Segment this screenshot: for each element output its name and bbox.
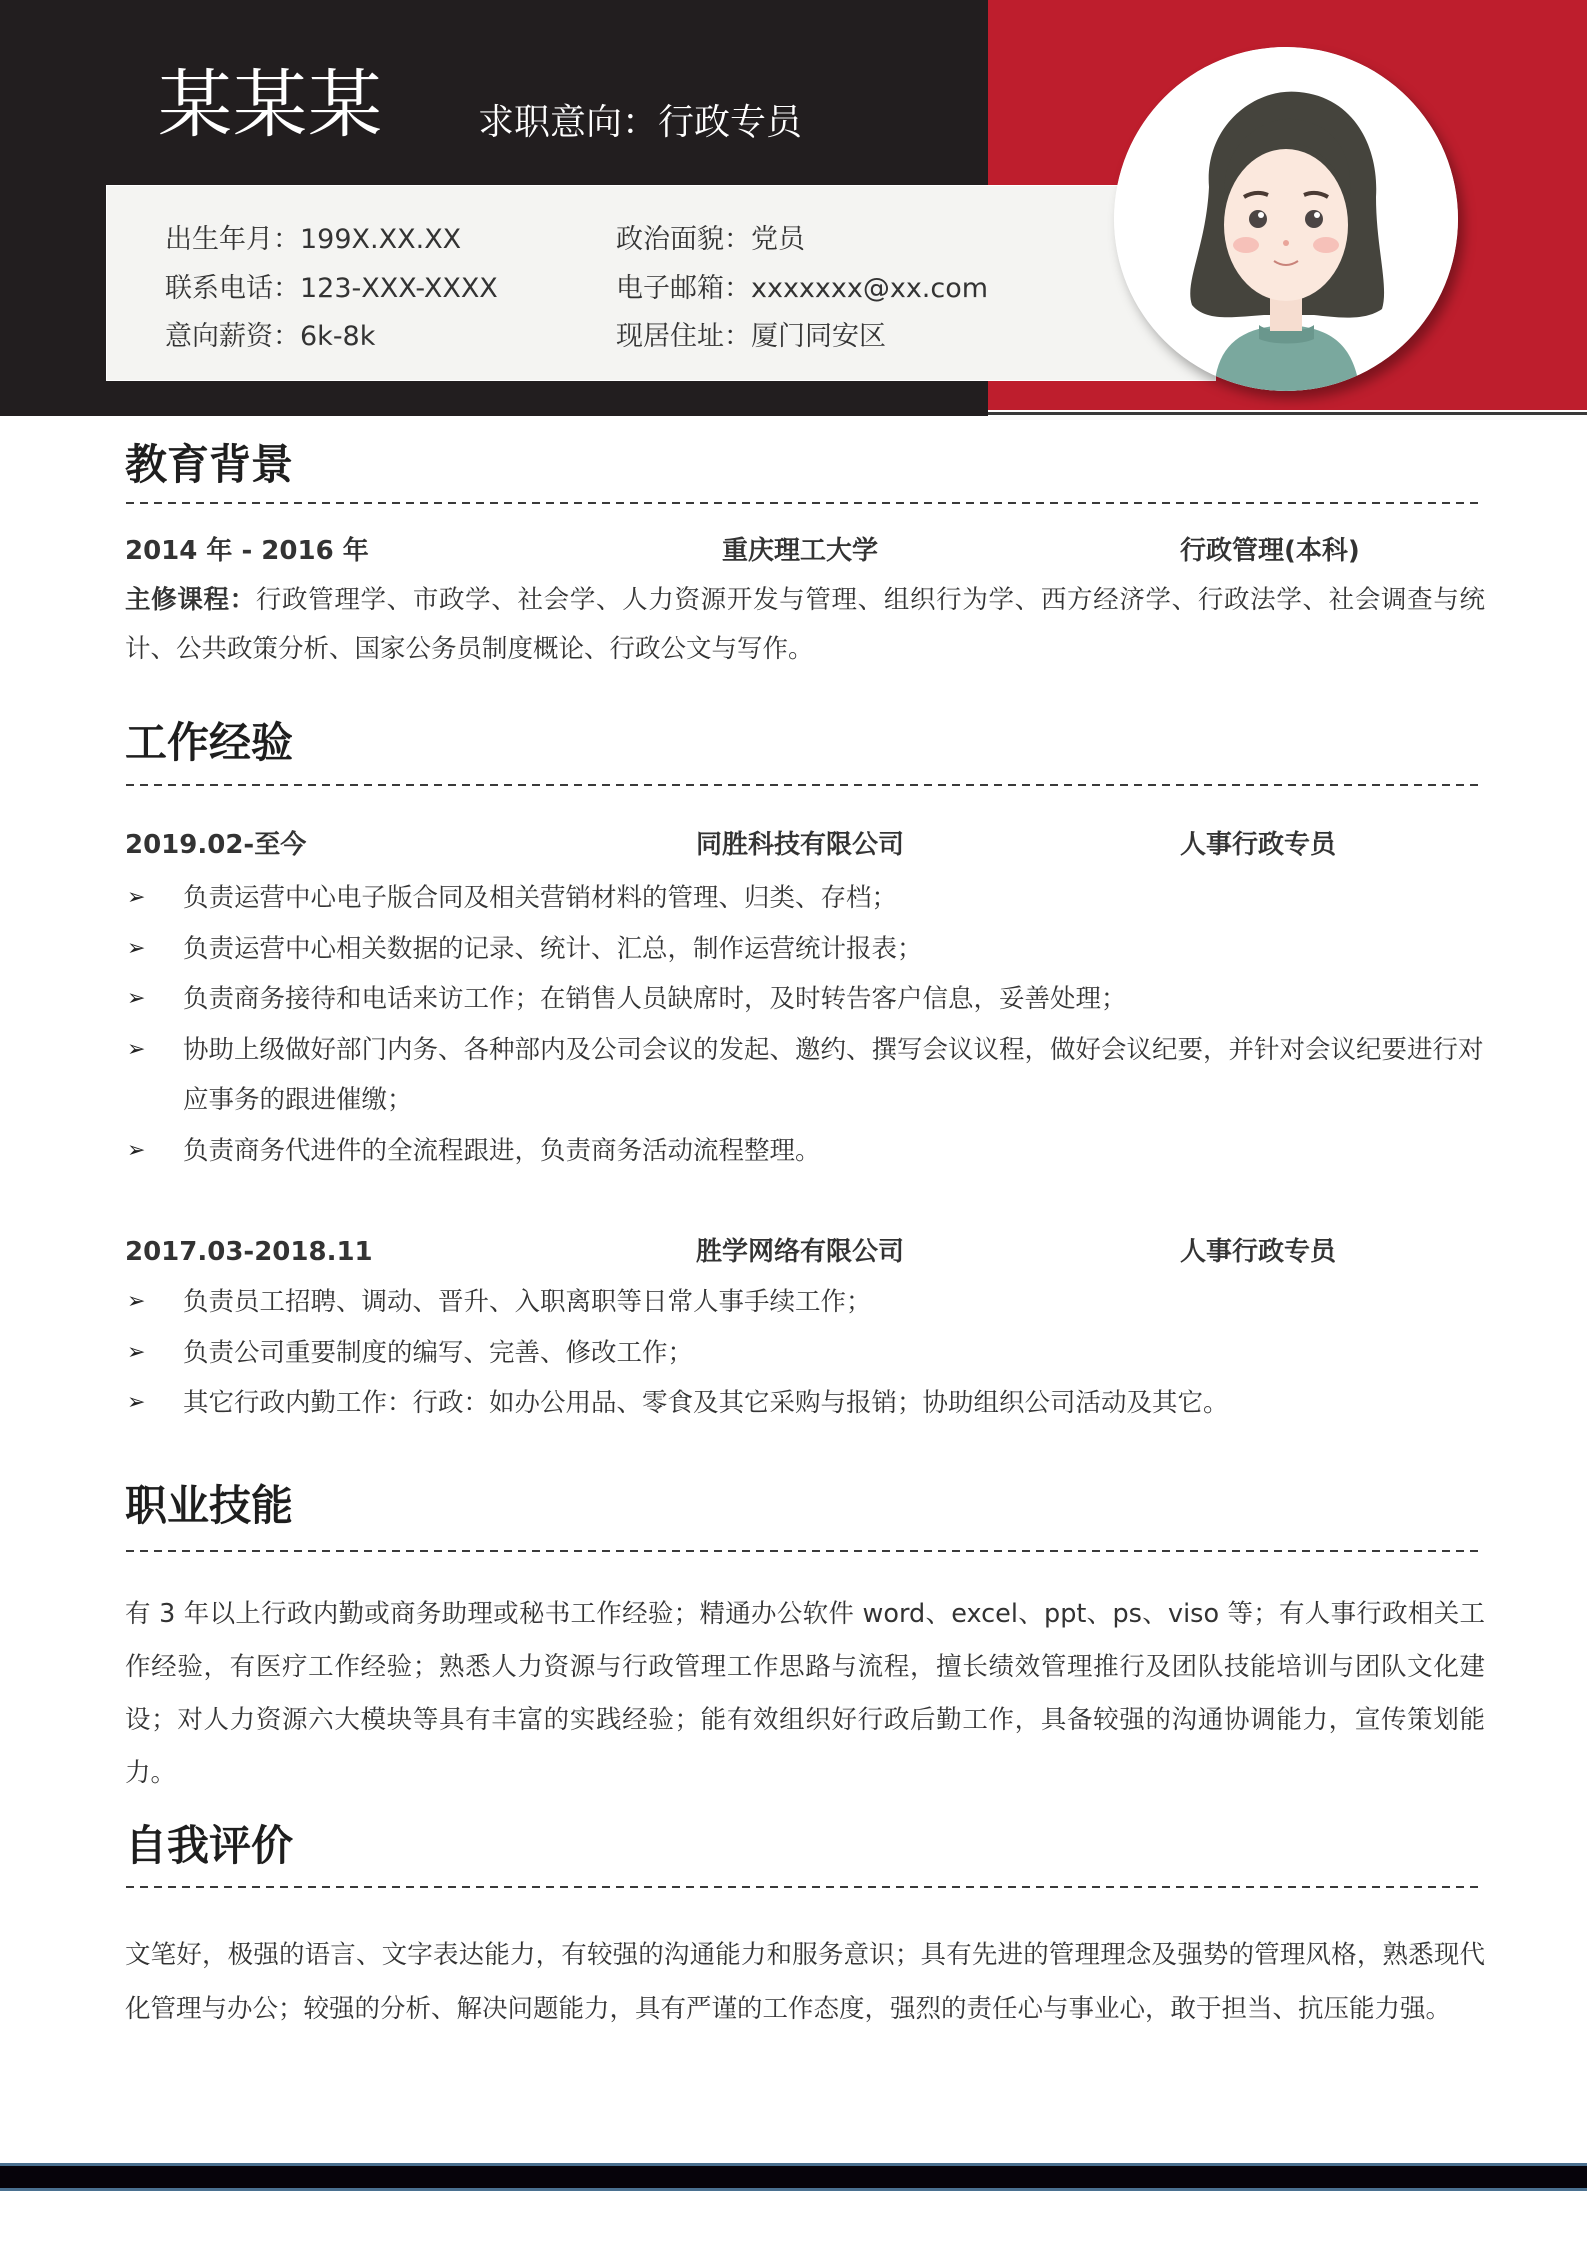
job-duties-list — [125, 873, 1485, 1176]
education-row — [125, 531, 1485, 571]
duty-text: 负责运营中心相关数据的记录、统计、汇总，制作运营统计报表； — [183, 933, 923, 964]
duty-text: 其它行政内勤工作：行政：如办公用品、零食及其它采购与报销；协助组织公司活动及其它。 — [183, 1388, 1229, 1418]
arrow-bullet-icon: ➢ — [127, 1390, 146, 1415]
courses-label: 主修课程： — [125, 585, 256, 615]
arrow-bullet-icon: ➢ — [127, 1137, 146, 1163]
education-major: 行政管理(本科) — [1180, 536, 1360, 566]
address: 现居住址：厦门同安区 — [616, 321, 886, 352]
duty-text: 负责员工招聘、调动、晋升、入职离职等日常人事手续工作； — [183, 1287, 872, 1317]
arrow-bullet-icon: ➢ — [127, 885, 146, 910]
avatar-illustration-icon — [1114, 47, 1458, 391]
job-company: 同胜科技有限公司 — [695, 830, 905, 860]
section-title-work: 工作经验 — [125, 718, 294, 767]
arrow-bullet-icon: ➢ — [127, 1036, 146, 1062]
section-divider — [126, 784, 1478, 786]
expected-salary: 意向薪资：6k-8k — [165, 321, 376, 352]
candidate-name: 某某某 — [158, 62, 383, 148]
arrow-bullet-icon: ➢ — [127, 1339, 146, 1365]
section-title-education: 教育背景 — [125, 440, 294, 489]
job-period: 2017.03-2018.11 — [125, 1237, 373, 1267]
arrow-bullet-icon: ➢ — [127, 935, 146, 961]
list-item — [125, 1025, 1485, 1126]
job-company: 胜学网络有限公司 — [695, 1237, 905, 1267]
section-divider — [126, 1550, 1478, 1552]
list-item — [125, 924, 1485, 975]
job-role: 人事行政专员 — [1180, 830, 1337, 860]
duty-text: 负责公司重要制度的编写、完善、修改工作； — [183, 1337, 694, 1368]
section-title-self-evaluation: 自我评价 — [125, 1821, 294, 1870]
political-status: 政治面貌：党员 — [616, 224, 805, 255]
education-school: 重庆理工大学 — [721, 536, 879, 566]
job-row — [125, 825, 1485, 865]
duty-text: 协助上级做好部门内务、各种部内及公司会议的发起、邀约、撰写会议议程，做好会议纪要，并针对会议纪要进行对应事务的跟进催缴； — [183, 1034, 1484, 1115]
arrow-bullet-icon: ➢ — [127, 986, 146, 1011]
section-title-skills: 职业技能 — [125, 1481, 294, 1530]
courses-text: 行政管理学、市政学、社会学、人力资源开发与管理、组织行为学、西方经济学、行政法学、社会调查与统计、公共政策分析、国家公务员制度概论、行政公文与写作。 — [125, 585, 1485, 664]
duty-text: 负责商务代进件的全流程跟进，负责商务活动流程整理。 — [183, 1135, 821, 1166]
birth-date: 出生年月：199X.XX.XX — [165, 224, 462, 255]
list-item — [125, 1378, 1485, 1429]
header-divider — [988, 412, 1587, 415]
self-evaluation-text: 文笔好，极强的语言、文字表达能力，有较强的沟通能力和服务意识；具有先进的管理理念及强势的管理风格，熟悉现代化管理与办公；较强的分析、解决问题能力，具有严谨的工作态度，强烈的责任心与事业心，敢于担当、抗压能力强。 — [125, 1940, 1485, 2024]
skills-text: 有 3 年以上行政内勤或商务助理或秘书工作经验；精通办公软件 word、excel、ppt、ps、viso 等；有人事行政相关工作经验，有医疗工作经验；熟悉人力资源与行政管理工作思路与流程，擅长绩效管理推行及团队技能培训与团队文化建设；对人力资源六大模块等具有丰富的实践经验；能有效组织好行政后勤工作，具备较强的沟通协调能力，宣传策划能力。 — [125, 1599, 1485, 1788]
avatar — [1114, 47, 1458, 391]
list-item — [125, 1126, 1485, 1177]
duty-text: 负责商务接待和电话来访工作；在销售人员缺席时，及时转告客户信息，妥善处理； — [183, 984, 1127, 1014]
personal-info-left — [165, 216, 498, 362]
footer-bar — [0, 2163, 1587, 2191]
section-divider — [126, 502, 1478, 504]
phone: 联系电话：123-XXX-XXXX — [165, 272, 498, 304]
list-item — [125, 1277, 1485, 1328]
list-item — [125, 1328, 1485, 1379]
education-courses — [125, 576, 1485, 674]
personal-info-right — [616, 216, 988, 362]
list-item — [125, 974, 1485, 1025]
duty-text: 负责运营中心电子版合同及相关营销材料的管理、归类、存档； — [183, 883, 898, 913]
education-period: 2014 年 - 2016 年 — [125, 536, 369, 566]
job-row — [125, 1232, 1485, 1272]
arrow-bullet-icon: ➢ — [127, 1289, 146, 1314]
job-objective: 求职意向：行政专员 — [478, 102, 803, 143]
section-divider — [126, 1886, 1478, 1888]
personal-info-box — [106, 185, 1216, 381]
job-period: 2019.02-至今 — [125, 830, 307, 860]
job-duties-list — [125, 1277, 1485, 1429]
email: 电子邮箱：xxxxxxx@xx.com — [616, 272, 989, 304]
job-role: 人事行政专员 — [1180, 1237, 1337, 1267]
list-item — [125, 873, 1485, 924]
